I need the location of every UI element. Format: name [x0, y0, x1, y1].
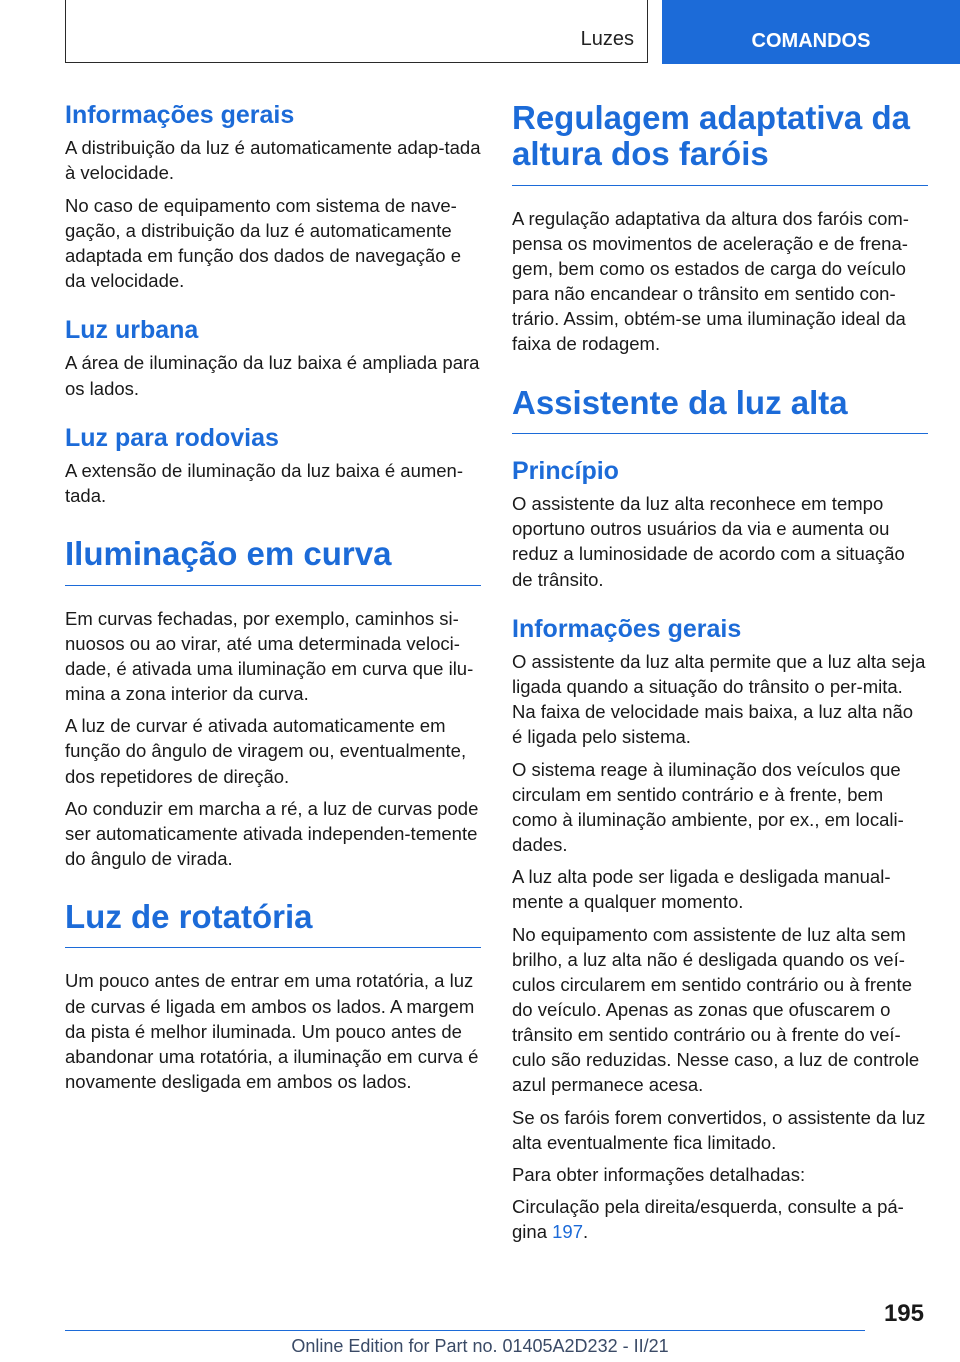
- paragraph: A extensão de iluminação da luz baixa é aumen-tada.: [65, 460, 464, 507]
- right-column: [512, 100, 928, 1251]
- chapter-title-regulagem-farois: Regulagem adaptativa da altura dos faróis: [512, 100, 928, 186]
- section-title-luz-urbana: Luz urbana: [65, 316, 199, 345]
- section-title-luz-rodovias: Luz para rodovias: [65, 423, 279, 452]
- paragraph: A luz de curvar é ativada automaticamente em função do ângulo de viragem ou, eventualmente, dos repetidores de direção.: [65, 715, 467, 787]
- header-frame: [65, 0, 648, 63]
- paragraph: No equipamento com assistente de luz alta sem brilho, a luz alta não é desligada quando os veí-culos circularem em sentido contrário ou à frente do veículo. Apenas as zonas que ofuscarem o trânsito em sentido contrário ou à frente do veí-culo são reduzidas. Nesse caso, a luz de controle azul permanece acesa.: [512, 923, 920, 1096]
- paragraph: Ao conduzir em marcha a ré, a luz de curvas pode ser automaticamente ativada independen-temente do ângulo de virada.: [65, 797, 479, 870]
- page-reference-link[interactable]: 197: [552, 1221, 583, 1243]
- left-column: [65, 100, 481, 1101]
- paragraph: A distribuição da luz é automaticamente adap-tada à velocidade.: [65, 137, 481, 184]
- reference-text: Circulação pela direita/esquerda, consulte a pá-gina: [512, 1196, 904, 1243]
- paragraph: A luz alta pode ser ligada e desligada manual-mente a qualquer momento.: [512, 866, 891, 913]
- paragraph: A regulação adaptativa da altura dos faróis com-pensa os movimentos de aceleração e de frena-gem, bem como os estados de carga do veículo para não encandear o trânsito em sentido con-trário. Assim, obtém-se uma iluminação ideal da faixa de rodagem.: [512, 207, 909, 355]
- header-section-title: Luzes: [580, 28, 634, 50]
- section-title-informacoes-gerais-2: Informações gerais: [512, 614, 742, 643]
- header-chapter-tab: COMANDOS: [662, 0, 960, 64]
- paragraph: O assistente da luz alta permite que a luz alta seja ligada quando a situação do trânsito o per-mita. Na faixa de velocidade mais baixa, a luz alta não é ligada pelo sistema.: [512, 650, 926, 748]
- footer-divider: [65, 1330, 865, 1331]
- paragraph: No caso de equipamento com sistema de nave-gação, a distribuição da luz é automaticamente adaptada em função dos dados de navegação e da velocidade.: [65, 194, 462, 292]
- paragraph-with-reference: [512, 1194, 928, 1244]
- paragraph: A área de iluminação da luz baixa é ampliada para os lados.: [65, 352, 480, 399]
- paragraph: O sistema reage à iluminação dos veículos que circulam em sentido contrário e à frente, bem como à iluminação ambiente, por ex., em locali-dades.: [512, 758, 904, 856]
- reference-end: .: [583, 1221, 589, 1243]
- chapter-title-assistente-luz-alta: Assistente da luz alta: [512, 385, 928, 434]
- footer-edition: Online Edition for Part no. 01405A2D232 - II/21: [291, 1336, 669, 1356]
- section-title-principio: Princípio: [512, 456, 619, 485]
- paragraph: Um pouco antes de entrar em uma rotatória, a luz de curvas é ligada em ambos os lados. A margem da pista é melhor iluminada. Um pouco antes de abandonar uma rotatória, a iluminação em curva é novamente desligada em ambos os lados.: [65, 970, 479, 1093]
- page-number: 195: [883, 1300, 924, 1327]
- section-title-informacoes-gerais: Informações gerais: [65, 101, 295, 129]
- chapter-title-luz-rotatoria: Luz de rotatória: [65, 899, 481, 948]
- chapter-title-iluminacao-curva: Iluminação em curva: [65, 536, 481, 585]
- paragraph: Em curvas fechadas, por exemplo, caminhos si-nuosos ou ao virar, até uma determinada veloci-dade, é ativada uma iluminação em curva que ilu-mina a zona interior da curva.: [65, 607, 474, 705]
- paragraph: O assistente da luz alta reconhece em tempo oportuno outros usuários da via e aumenta ou reduz a luminosidade de acordo com a situação de trânsito.: [512, 493, 905, 590]
- paragraph: Se os faróis forem convertidos, o assistente da luz alta eventualmente fica limitado.: [512, 1106, 926, 1153]
- paragraph: Para obter informações detalhadas:: [512, 1163, 806, 1185]
